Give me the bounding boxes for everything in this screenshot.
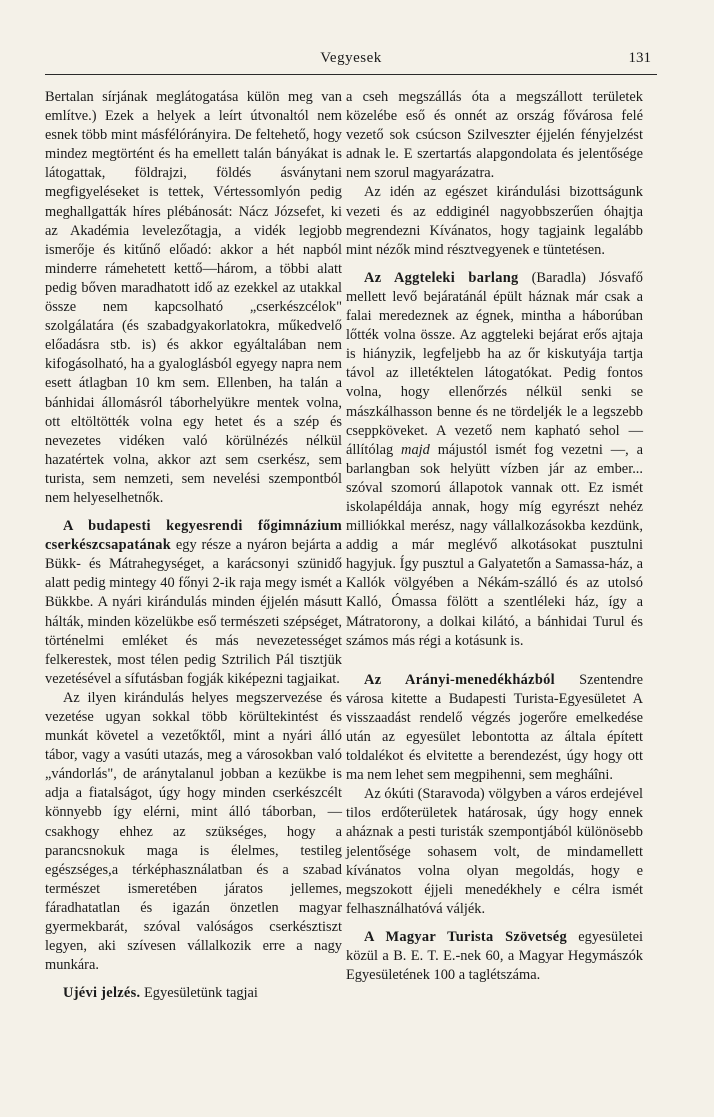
paragraph — [45, 984, 342, 1003]
page-header — [45, 50, 657, 72]
paragraph — [346, 928, 643, 985]
paragraph: Az ókúti (Staravoda) völgyben a város erdejével tilos erdőterületek határosak, úgy hogy ennek aháznak a pesti turisták szempontjából különösebb jelentősége sohasem volt, de mindamellett kívánatos volna olyan megoldás, hogy e megszokott éjjeli menedékhely e célra ismét felhasználhatóvá váljék. — [346, 786, 643, 917]
bold-heading: Az Aggteleki barlang — [364, 269, 519, 286]
paragraph-text: (Baradla) Jósvafő mellett levő bejáratánál épült háznak már csak a falai meredeznek az égnek, mintha a háborúban lőtték volna össze. Az aggteleki bejárat erős ajtaja is hiányzik, legfeljebb ha az őr kiskutyája tartja távol az illetéktelen látogatókat. Pedig fontos volna, hogy ellenőrzés nélkül senki se mászkálhasson benne és ne tördeljék le a legszebb cseppköveket. A vezető nem kapható sehol — állítólag — [346, 269, 643, 458]
paragraph: a cseh megszállás óta a megszállott területek közelébe eső és onnét az ország fővárosa felé vezető sok csúcson Szilveszter éjjelén fényjelzést adnak le. E szertartás alapgondolata és jelentősége nem szorul magyarázatra. — [346, 89, 643, 182]
paragraph — [346, 671, 643, 786]
paragraph-text: Szentendre városa kitette a Budapesti Turista-Egyesületet A visszaadást rendelő végzés jogerőre emelkedése után az egyesület lebontotta az általa épített toldalékot és elvitette a berendezést, úgy hogy ott ma nem lehet sem megpihenni, sem megháîni. — [346, 671, 644, 784]
paragraph — [346, 269, 643, 651]
italic-word: majd — [401, 441, 430, 458]
paragraph-text: egy része a nyáron bejárta a Bükk- és Mátrahegységet, a karácsonyi szünidő alatt pedig mintegy 40 főnyi 2-ik raja megy ismét a Bükkbe. A nyári kirándulás minden éjjelén másutt hálták, minden közelükbe eső természeti szépséget, történelmi emléket és más nevezetességet felkerestek, most télen pedig Sztrilich Pál tisztjük vezetésével a sífutásban fogják kiképezni tagjaikat. — [45, 537, 342, 687]
paragraph: Bertalan sírjának meglátogatása külön meg van említve.) Ezek a helyek a leírt útvonaltól nem esnek több mint másfélórányira. De feltehető, hogy mindez megtörtént és ha emellett talán bányákat is látogattak, földrajzi, földés ásványtani megfigyeléseket is tettek, Vértessomlyón pedig meghallgatták híres plébánosát: Nácz Józsefet, ki az Akadémia levelezőtagja, a vidék legjobb ismerője és kitűnő előadó: akkor a hét napból minderre rámehetett kettő—három, a többi alatt pedig bőven maradhatott idő az ezekkel az utakkal össze nem kapcsolható „cserkészcélok" szolgálatára (és szabadgyakorlatokra, műkedvelő előadásra stb. is) és akkor egyáltalában nem kifogásolható, ha a gyaloglásból egyegy napra nem esett átlagban 10 km sem. Ellenben, ha talán a bánhidai állomásról táborhelyükre mentek volna, ott eltöltötték volna egy hetet és a szép és nevezetes vidéken való körülnézés nélkül hazatértek volna, akkor azt sem cserkész, sem turista, sem nemzeti, sem nevelési szempontból nem helyeselhetnők. — [45, 89, 342, 506]
bold-heading: A Magyar Turista Szövetség — [364, 928, 567, 945]
right-column — [346, 88, 643, 985]
paragraph: Az ilyen kirándulás helyes megszervezése és vezetése ugyan sokkal több körültekintést és munkát követel a vezetőktől, mint a nyári álló tábor, vagy a vasúti utazás, meg a városokban való „vándorlás", de aránytalanul jobban a kezükbe is adja a fiatalságot, úgy hogy minden cserkészcélt könnyebb így elérni, mint álló táborban, — csakhogy ehhez az szükséges, hogy a parancsnokuk maga is élelmes, testileg egészséges,a térképhasználatban és a szabad természet ismeretében járatos jellemes, fáradhatatlan és igazán önzetlen magyar gyermekbarát, szóval valóságos cserkésztiszt legyen, aki szívesen vállalkozik erre a nagy munkára. — [45, 689, 342, 974]
running-title: Vegyesek — [320, 50, 382, 66]
bold-heading: Az Arányi-menedékházból — [364, 671, 555, 688]
paragraph: Az idén az egészet kirándulási bizottságunk vezeti és az eddiginél nagyobbszerűen óhajtja megrendezni Kívánatos, hogy tagjaink legalább mint nézők mind résztvegyenek e tüntetésen. — [346, 184, 643, 258]
bold-heading: Ujévi jelzés. — [63, 985, 141, 1002]
paragraph-text: egyesületei közül a B. E. T. E.-nek 60, a Magyar Hegymászók Egyesületének 100 a taglétszáma. — [346, 928, 643, 984]
left-column — [45, 88, 342, 1003]
paragraph-text: májustól ismét fog vezetni —, a barlangban sok helyütt vízben jár az ember... szóval szomorú állapotok vannak ott. Ez ismét iskolapéldája annak, hogy míg egyrészt nehéz milliókkal merész, nagy vállalkozásokba kezdünk, addig a már meglévő alkotásokat pusztulni hagyjuk. Így pusztul a Galyatetőn a Samassa-ház, a Kallók völgyében a Nékám-szálló és az utolsó Kalló, Ómassa fölött a szentléleki ház, így a Mátratorony, a dolkai kilátó, a bánhidai Turul és számos más régi a kotásunk is. — [346, 441, 643, 649]
page-number: 131 — [628, 50, 651, 66]
header-rule — [45, 74, 657, 75]
paragraph-text: Egyesületünk tagjai — [140, 985, 258, 1002]
paragraph — [45, 517, 342, 689]
bold-heading: A budapesti kegyesrendi főgimnázium cserkészcsapatának — [45, 518, 342, 554]
